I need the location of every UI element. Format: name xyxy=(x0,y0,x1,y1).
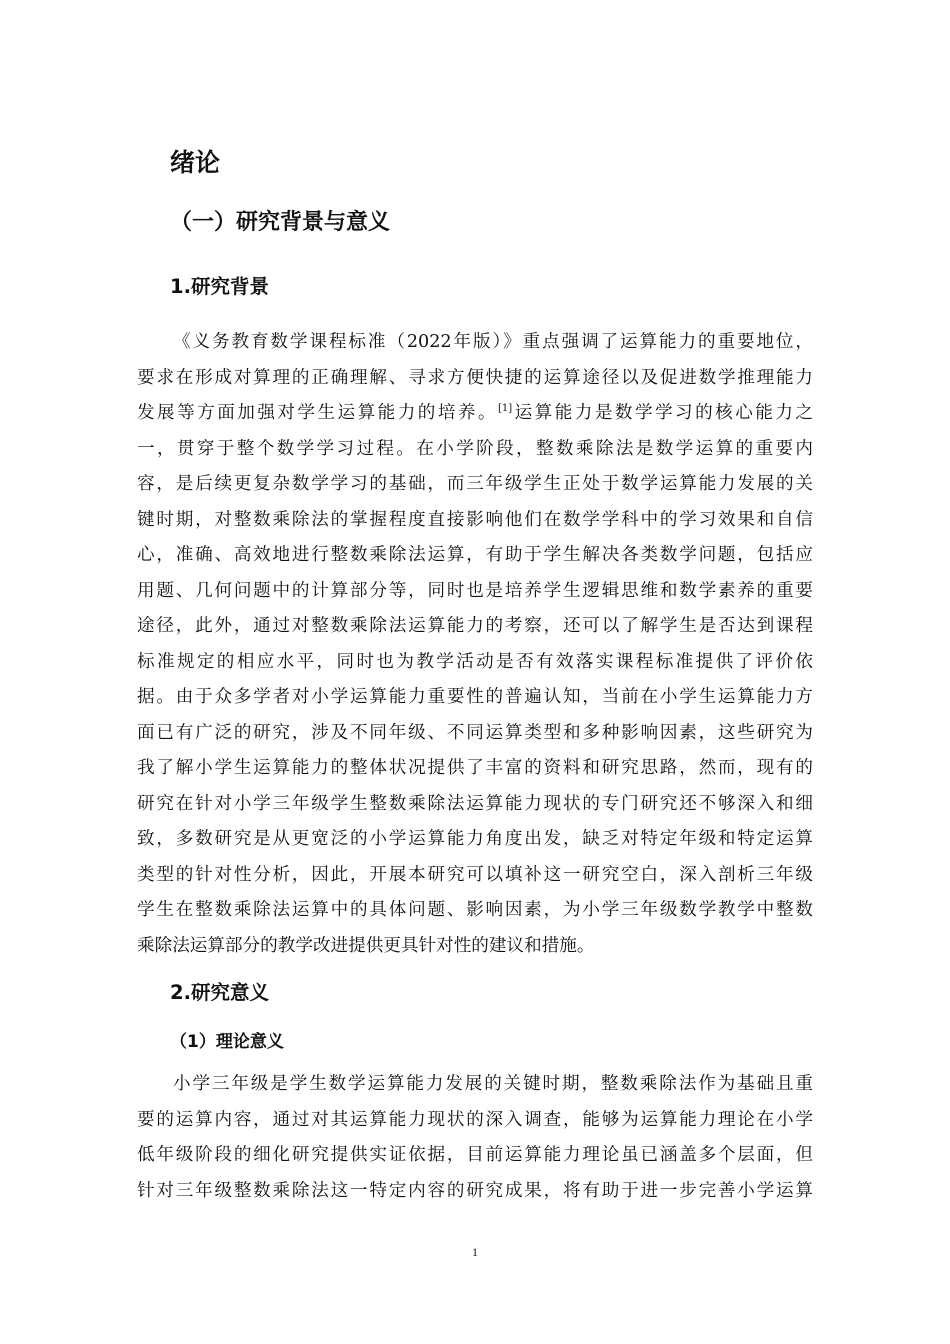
paragraph-line: 容，是后续更复杂数学学习的基础，而三年级学生正处于数学运算能力发展的关 xyxy=(137,474,813,494)
paragraph-line xyxy=(137,396,813,432)
section-title: （一）研究背景与意义 xyxy=(170,210,391,235)
paragraph-line: 一，贯穿于整个数学学习过程。在小学阶段，整数乘除法是数学运算的重要内 xyxy=(137,438,813,459)
subsection-title-background: 1.研究背景 xyxy=(170,275,269,298)
paragraph-line: 心，准确、高效地进行整数乘除法运算，有助于学生解决各类数学问题，包括应 xyxy=(137,545,813,565)
paragraph-theoretical-significance xyxy=(137,1067,813,1209)
citation-marker[interactable]: [1] xyxy=(497,403,513,414)
paragraph-line: 据。由于众多学者对小学运算能力重要性的普遍认知，当前在小学生运算能力方 xyxy=(137,687,813,707)
paragraph-line: 要的运算内容，通过对其运算能力现状的深入调查，能够为运算能力理论在小学 xyxy=(137,1109,813,1130)
paragraph-line: 研究在针对小学三年级学生整数乘除法运算能力现状的专门研究还不够深入和细 xyxy=(137,793,813,814)
paragraph-line: 我了解小学生运算能力的整体状况提供了丰富的资料和研究思路，然而，现有的 xyxy=(137,758,813,778)
page-number: 1 xyxy=(472,1245,478,1259)
paragraph-line: 致，多数研究是从更宽泛的小学运算能力角度出发，缺乏对特定年级和特定运算 xyxy=(137,829,813,849)
paragraph-line: 针对三年级整数乘除法这一特定内容的研究成果，将有助于进一步完善小学运算 xyxy=(137,1180,813,1201)
paragraph-line: 面已有广泛的研究，涉及不同年级、不同运算类型和多种影响因素，这些研究为 xyxy=(137,722,813,743)
paragraph-research-background xyxy=(137,325,813,964)
paragraph-line: 键时期，对整数乘除法的掌握程度直接影响他们在数学学科中的学习效果和自信 xyxy=(137,509,813,530)
paragraph-line: 《义务教育数学课程标准（2022年版）》重点强调了运算能力的重要地位， xyxy=(173,332,813,352)
paragraph-line: 标准规定的相应水平，同时也为教学活动是否有效落实课程标准提供了评价依 xyxy=(137,651,813,672)
subsection-title-significance: 2.研究意义 xyxy=(170,981,269,1004)
paragraph-line-part: 运算能力是数学学习的核心能力之 xyxy=(512,403,813,423)
chapter-title: 绪论 xyxy=(170,148,221,177)
paragraph-line: 途径，此外，通过对整数乘除法运算能力的考察，还可以了解学生是否达到课程 xyxy=(137,616,813,636)
paragraph-line-part: 发展等方面加强对学生运算能力的培养。 xyxy=(137,403,498,423)
paragraph-line: 学生在整数乘除法运算中的具体问题、影响因素，为小学三年级数学教学中整数 xyxy=(137,900,813,920)
paragraph-line: 低年级阶段的细化研究提供实证依据，目前运算能力理论虽已涵盖多个层面，但 xyxy=(137,1145,813,1165)
subsubsection-title-theory: （1）理论意义 xyxy=(170,1032,284,1052)
paragraph-line: 小学三年级是学生数学运算能力发展的关键时期，整数乘除法作为基础且重 xyxy=(173,1074,813,1094)
paragraph-line: 用题、几何问题中的计算部分等，同时也是培养学生逻辑思维和数学素养的重要 xyxy=(137,580,813,601)
paragraph-line: 类型的针对性分析，因此，开展本研究可以填补这一研究空白，深入剖析三年级 xyxy=(137,864,813,885)
paragraph-line: 乘除法运算部分的教学改进提供更具针对性的建议和措施。 xyxy=(137,935,595,956)
paragraph-line: 要求在形成对算理的正确理解、寻求方便快捷的运算途径以及促进数学推理能力 xyxy=(137,367,813,388)
